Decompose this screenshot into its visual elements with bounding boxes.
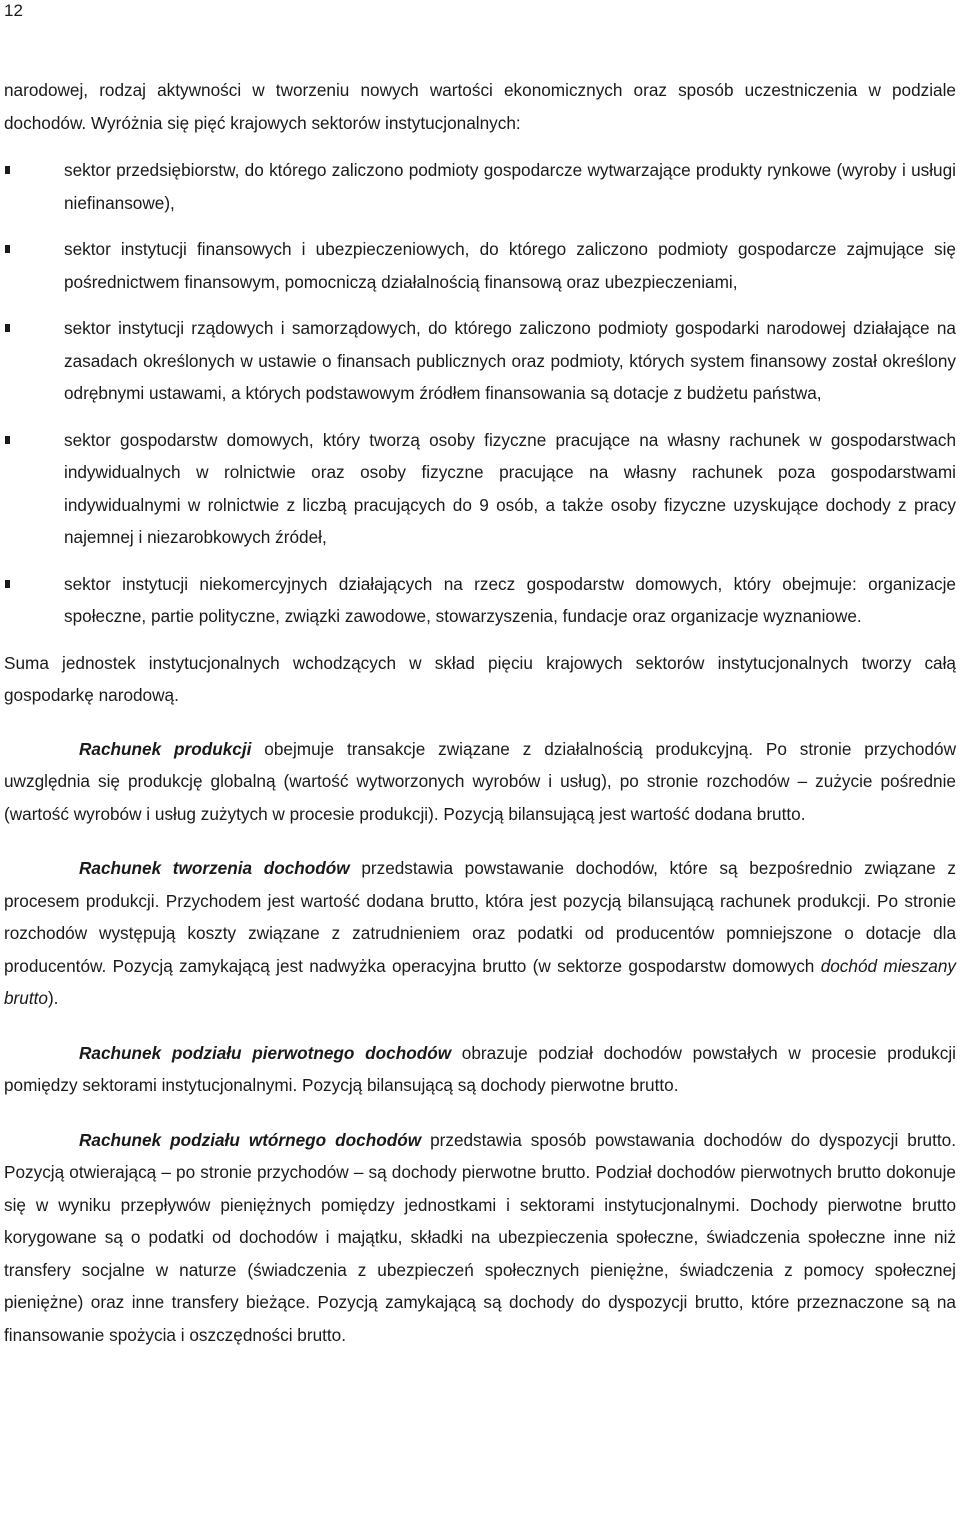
list-item <box>4 154 956 219</box>
account-body: przedstawia sposób powstawania dochodów do dyspozycji brutto. Pozycją otwierającą – po stronie przychodów – są dochody pierwotne brutto. Podział dochodów pierwotnych brutto dokonuje się w wyniku przepływów pieniężnych pomiędzy jednostkami i sektorami instytucjonalnymi. Dochody pierwotne brutto korygowane są o podatki od dochodów i majątku, składki na ubezpieczenia społeczne, świadczenia społeczne inne niż transfery socjalne w naturze (świadczenia z ubezpieczeń społecznych pieniężne, świadczenia z pomocy społecznej pieniężne) oraz inne transfery bieżące. Pozycją zamykającą są dochody do dyspozycji brutto, które przeznaczone są na finansowanie spożycia i oszczędności brutto. <box>4 1129 956 1345</box>
account-title: Rachunek produkcji <box>79 738 252 759</box>
account-secondary-distribution-paragraph <box>4 1124 956 1352</box>
square-bullet-icon <box>5 436 10 444</box>
account-title: Rachunek tworzenia dochodów <box>79 858 350 878</box>
account-title: Rachunek podziału pierwotnego dochodów <box>79 1042 452 1063</box>
document-body <box>4 74 956 1373</box>
intro-paragraph: narodowej, rodzaj aktywności w tworzeniu nowych wartości ekonomicznych oraz sposób uczestniczenia w podziale dochodów. Wyróżnia się pięć krajowych sektorów instytucjonalnych: <box>4 80 956 133</box>
list-item <box>4 568 956 633</box>
square-bullet-icon <box>5 166 10 174</box>
sector-text: sektor instytucji finansowych i ubezpieczeniowych, do którego zaliczono podmioty gospodarcze zajmujące się pośrednictwem finansowym, pomocniczą działalnością finansową oraz ubezpieczeniami, <box>64 239 956 292</box>
square-bullet-icon <box>5 324 10 332</box>
account-body: obejmuje transakcje związane z działalnością produkcyjną. Po stronie przychodów uwzględnia się produkcję globalną (wartość wytworzonych wyrobów i usług), po stronie rozchodów – zużycie pośrednie (wartość wyrobów i usług zużytych w procesie produkcji). Pozycją bilansującą jest wartość dodana brutto. <box>4 738 956 824</box>
account-title: Rachunek podziału wtórnego dochodów <box>79 1129 422 1150</box>
sector-text: sektor przedsiębiorstw, do którego zaliczono podmioty gospodarcze wytwarzające produkty rynkowe (wyroby i usługi niefinansowe), <box>64 160 956 213</box>
sector-list <box>4 154 956 633</box>
list-item <box>4 424 956 554</box>
page-number: 12 <box>4 1 23 20</box>
sector-text: sektor gospodarstw domowych, który tworzą osoby fizyczne pracujące na własny rachunek w gospodarstwach indywidualnych w rolnictwie oraz osoby fizyczne pracujące na własny rachunek poza gospodarstwami indywidualnymi w rolnictwie z liczbą pracujących do 9 osób, a także osoby fizyczne uzyskujące dochody z pracy najemnej i niezarobkowych źródeł, <box>64 429 956 547</box>
sector-text: sektor instytucji niekomercyjnych działających na rzecz gospodarstw domowych, który obejmuje: organizacje społeczne, partie polityczne, związki zawodowe, stowarzyszenia, fundacje oraz organizacje wyznaniowe. <box>64 573 956 626</box>
list-item <box>4 312 956 410</box>
account-body-tail: ). <box>47 988 59 1008</box>
account-production-paragraph <box>4 733 956 831</box>
account-body: obrazuje podział dochodów powstałych w procesie produkcji pomiędzy sektorami instytucjonalnymi. Pozycją bilansującą są dochody pierwotne brutto. <box>4 1042 956 1095</box>
summary-paragraph: Suma jednostek instytucjonalnych wchodzących w skład pięciu krajowych sektorów instytucjonalnych tworzy całą gospodarkę narodową. <box>4 652 956 705</box>
square-bullet-icon <box>5 580 10 588</box>
account-italic-term: dochód mieszany brutto <box>4 955 956 1008</box>
account-primary-distribution-paragraph <box>4 1037 956 1102</box>
list-item <box>4 233 956 298</box>
account-body: przedstawia powstawanie dochodów, które są bezpośrednio związane z procesem produkcji. Przychodem jest wartość dodana brutto, która jest pozycją bilansującą rachunek produkcji. Po stronie rozchodów występują koszty związane z zatrudnieniem oraz podatki od producentów pomniejszone o dotacje dla producentów. Pozycją zamykającą jest nadwyżka operacyjna brutto (w sektorze gospodarstw domowych <box>4 858 956 976</box>
account-income-generation-paragraph <box>4 852 956 1015</box>
square-bullet-icon <box>5 245 10 253</box>
sector-text: sektor instytucji rządowych i samorządowych, do którego zaliczono podmioty gospodarki narodowej działające na zasadach określonych w ustawie o finansach publicznych oraz podmioty, których system finansowy został określony odrębnymi ustawami, a których podstawowym źródłem finansowania są dotacje z budżetu państwa, <box>64 318 956 403</box>
